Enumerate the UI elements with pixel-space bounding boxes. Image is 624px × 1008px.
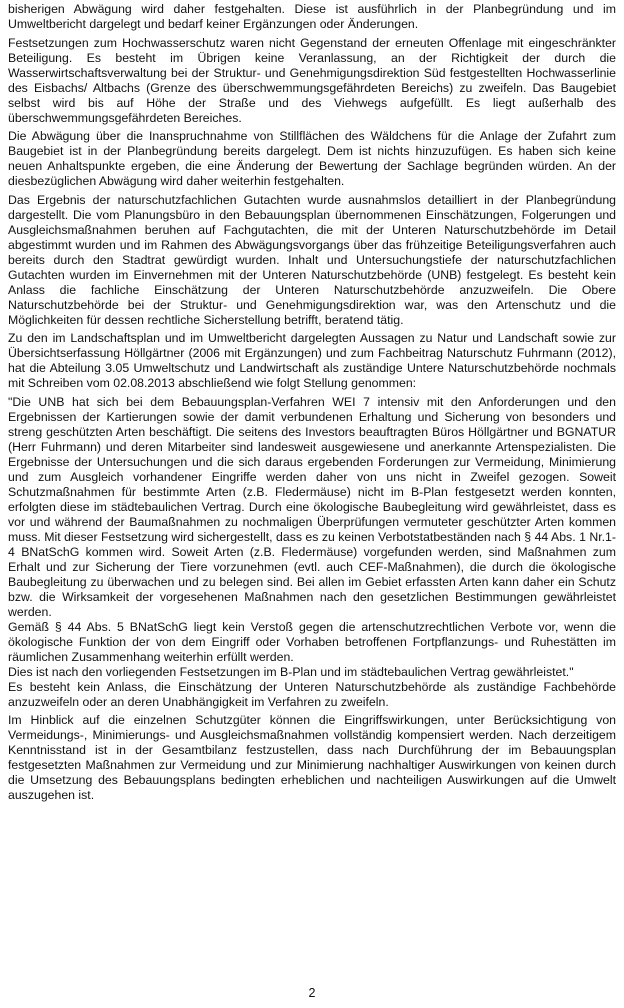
paragraph-gutachten: Das Ergebnis der naturschutzfachlichen Gutachten wurde ausnahmslos detailliert in der Planbegründung dargestellt. Die vom Planungsbüro in den Bebauungsplan übernommenen Einschätzungen, Folgerungen und Ausgleichsmaßnahmen beruhen auf Fachgutachten, die mit der Unteren Naturschutzbehörde im Detail abgestimmt wurden und im Rahmen des Abwägungsvorgangs über das frühzeitige Beteiligungsverfahren auch bereits durch den Stadtrat gewürdigt wurden. Inhalt und Untersuchungstiefe der naturschutzfachlichen Gutachten wurden im Einvernehmen mit der Unteren Naturschutzbehörde (UNB) festgelegt. Es besteht kein Anlass die fachliche Einschätzung der Unteren Naturschutzbehörde anzuzweifeln. Die Obere Naturschutzbehörde bei der Struktur- und Genehmigungsdirektion war, was den Artenschutz und die Möglichkeiten für dessen rechtliche Sicherstellung betrifft, beratend tätig. [8,192,616,327]
document-page [8,2,616,807]
paragraph-kein-anlass: Es besteht kein Anlass, die Einschätzung der Unteren Naturschutzbehörde als zuständige Fachbehörde anzuzweifeln oder an deren Unabhängigkeit im Verfahren zu zweifeln. [8,679,616,709]
paragraph-landschaftsplan: Zu den im Landschaftsplan und im Umweltbericht dargelegten Aussagen zu Natur und Landschaft sowie zur Übersichtserfassung Höllgärtner (2006 mit Ergänzungen) und zum Fachbeitrag Naturschutz Fuhrmann (2012), hat die Abteilung 3.05 Umweltschutz und Landwirtschaft als zuständige Untere Naturschutzbehörde nochmals mit Schreiben vom 02.08.2013 abschließend wie folgt Stellung genommen: [8,331,616,390]
paragraph-abwaegung-intro: bisherigen Abwägung wird daher festgehalten. Diese ist ausführlich in der Planbegründung und im Umweltbericht dargelegt und bedarf keiner Ergänzungen oder Änderungen. [8,2,616,31]
paragraph-bnatschg: Gemäß § 44 Abs. 5 BNatSchG liegt kein Verstoß gegen die artenschutzrechtlichen Verbote vor, wenn die ökologische Funktion der von dem Eingriff oder Vorhaben betroffenen Fortpflanzungs- und Ruhestätten im räumlichen Zusammenhang weiterhin erfüllt werden. [8,619,616,664]
paragraph-festsetzungen: Dies ist nach den vorliegenden Festsetzungen im B-Plan und im städtebaulichen Vertrag gewährleistet." [8,664,574,679]
paragraph-hochwasserschutz: Festsetzungen zum Hochwasserschutz waren nicht Gegenstand der erneuten Offenlage mit eingeschränkter Beteiligung. Es besteht im Übrigen keine Veranlassung, an der Richtigkeit der durch die Wasserwirtschaftsverwaltung bei der Struktur- und Genehmigungsdirektion Süd festgestellten Hochwasserlinie des Eisbachs/ Altbachs (Grenze des überschwemmungsgefährdeten Bereichs) zu zweifeln. Das Baugebiet selbst wird bis auf Höhe der Straße und des Viehwegs aufgefüllt. Es liegt außerhalb des überschwemmungsgefährdeten Bereiches. [8,35,616,125]
paragraph-unb-statement: "Die UNB hat sich bei dem Bebauungsplan-Verfahren WEI 7 intensiv mit den Anforderungen und den Ergebnissen der Kartierungen sowie der damit verbundenen Erhaltung und Sicherung von besonders und streng geschützten Arten beschäftigt. Die seitens des Investors beauftragten Büros Höllgärtner und BGNATUR (Herr Fuhrmann) und deren Mitarbeiter sind landesweit ausgewiesene und anerkannte Artenspezialisten. Die Ergebnisse der Untersuchungen und die sich daraus ergebenden Forderungen zur Vermeidung, Minimierung und zum Ausgleich vorhandener Eingriffe werden daher von uns nicht in Zweifel gezogen. Soweit Schutzmaßnahmen für bestimmte Arten (z.B. Fledermäuse) nicht im B-Plan festgesetzt werden konnten, erfolgten diese im städtebaulichen Vertrag. Durch eine ökologische Baubegleitung wird gewährleistet, dass es vor und während der Baumaßnahmen zu nochmaligen Überprüfungen vermuteter geschützter Arten kommen muss. Mit dieser Festsetzung wird sichergestellt, dass es zu keinen Verbotstatbeständen nach § 44 Abs. 1 Nr.1-4 BNatSchG kommen wird. Soweit Arten (z.B. Fledermäuse) vorgefunden werden, sind Maßnahmen zum Erhalt und zur Sicherung der Tiere vorzunehmen (evtl. auch CEF-Maßnahmen), die durch die ökologische Baubegleitung zu überwachen und zu belegen sind. Bei allen im Gebiet erfassten Arten kann daher ein Schutz bzw. die Wirksamkeit der vorgesehenen Maßnahmen nach den gesetzlichen Bestimmungen gewährleistet werden. [8,394,616,619]
page-number: 2 [308,986,316,1000]
paragraph-schutzgueter: Im Hinblick auf die einzelnen Schutzgüter können die Eingriffswirkungen, unter Berücksichtigung von Vermeidungs-, Minimierungs- und Ausgleichsmaßnahmen vollständig kompensiert werden. Nach derzeitigem Kenntnisstand ist in der Gesamtbilanz festzustellen, dass nach Durchführung der im Bebauungsplan festgesetzten Maßnahmen zur Vermeidung und zur Minimierung nachhaltiger Auswirkungen von keinen durch die Umsetzung des Bebauungsplans bedingten erheblichen und nachteiligen Auswirkungen auf die Umwelt auszugehen ist. [8,713,616,802]
paragraph-waeldchen: Die Abwägung über die Inanspruchnahme von Stillflächen des Wäldchens für die Anlage der Zufahrt zum Baugebiet ist in der Planbegründung bereits dargelegt. Dem ist nichts hinzuzufügen. Es haben sich keine neuen Anhaltspunkte ergeben, die eine Änderung der Bewertung der Sachlage begründen würden. An der diesbezüglichen Abwägung wird daher weiterhin festgehalten. [8,129,616,188]
